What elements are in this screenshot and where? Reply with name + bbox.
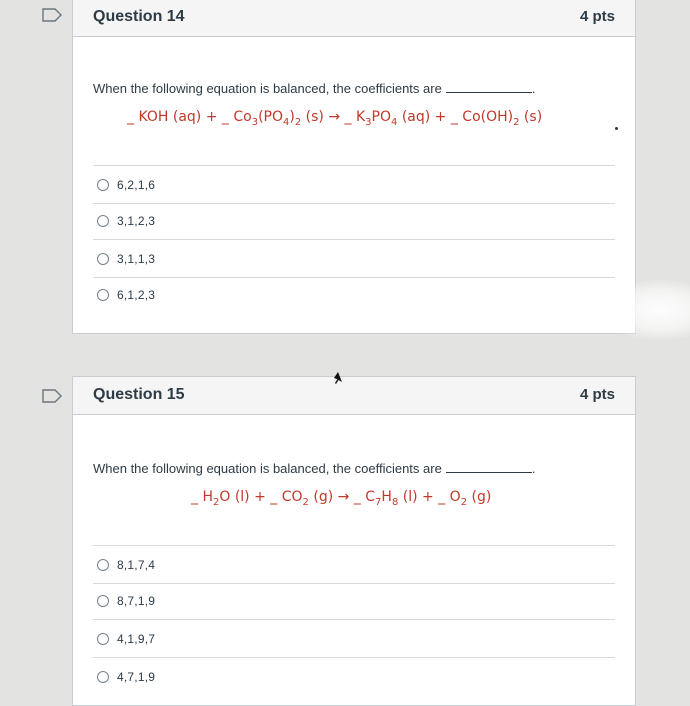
divider [93,583,615,584]
radio-button[interactable] [97,179,109,191]
bookmark-flag-icon[interactable] [42,8,62,22]
question-card-14 [72,0,636,334]
mouse-cursor-icon [330,370,346,386]
radio-button[interactable] [97,595,109,607]
divider [93,277,615,278]
question-title: Question 14 [93,8,185,25]
question-prompt [93,81,535,96]
answer-blank [446,462,532,473]
prompt-period: . [531,461,536,476]
answer-option[interactable] [97,667,155,687]
divider [93,239,615,240]
question-title: Question 15 [93,386,185,403]
radio-button[interactable] [97,289,109,301]
radio-button[interactable] [97,253,109,265]
radio-button[interactable] [97,559,109,571]
answer-label: 4,1,9,7 [117,632,156,646]
answer-option[interactable] [97,591,155,611]
question-points: 4 pts [579,8,615,25]
divider [93,545,615,546]
answer-option[interactable] [97,249,155,269]
divider [93,619,615,620]
question-card-15 [72,376,636,706]
question-points: 4 pts [579,386,615,403]
answer-label: 3,1,1,3 [117,252,156,266]
prompt-period: . [531,81,536,96]
question-prompt [93,461,535,476]
radio-button[interactable] [97,215,109,227]
answer-option[interactable] [97,285,155,305]
question-header [73,377,635,415]
answer-option[interactable] [97,211,155,231]
divider [93,165,615,166]
answer-label: 8,7,1,9 [117,594,156,608]
answer-blank [446,82,532,93]
chemical-equation: _ KOH (aq) + _ $Co_3(PO_4)_2$ (s) → _ $K_3PO_4$ (aq) + _ $Co(OH)_2$ (s) [127,109,543,128]
question-header [73,0,635,37]
chemical-equation: _ $H_2O$ (l) + _ $CO_2$ (g) → _ $C_7H_8$ (l) + _ $O_2$ (g) [191,489,492,508]
answer-label: 6,2,1,6 [117,178,156,192]
radio-button[interactable] [97,671,109,683]
answer-label: 6,1,2,3 [117,288,156,302]
stray-dot [615,127,618,130]
divider [93,203,615,204]
answer-label: 4,7,1,9 [117,670,156,684]
answer-option[interactable] [97,629,155,649]
answer-label: 3,1,2,3 [117,214,156,228]
prompt-text: When the following equation is balanced, the coefficients are [93,81,442,96]
prompt-text: When the following equation is balanced, the coefficients are [93,461,442,476]
bookmark-flag-icon[interactable] [42,389,62,403]
answer-option[interactable] [97,175,155,195]
radio-button[interactable] [97,633,109,645]
answer-label: 8,1,7,4 [117,558,156,572]
answer-option[interactable] [97,555,155,575]
divider [93,657,615,658]
